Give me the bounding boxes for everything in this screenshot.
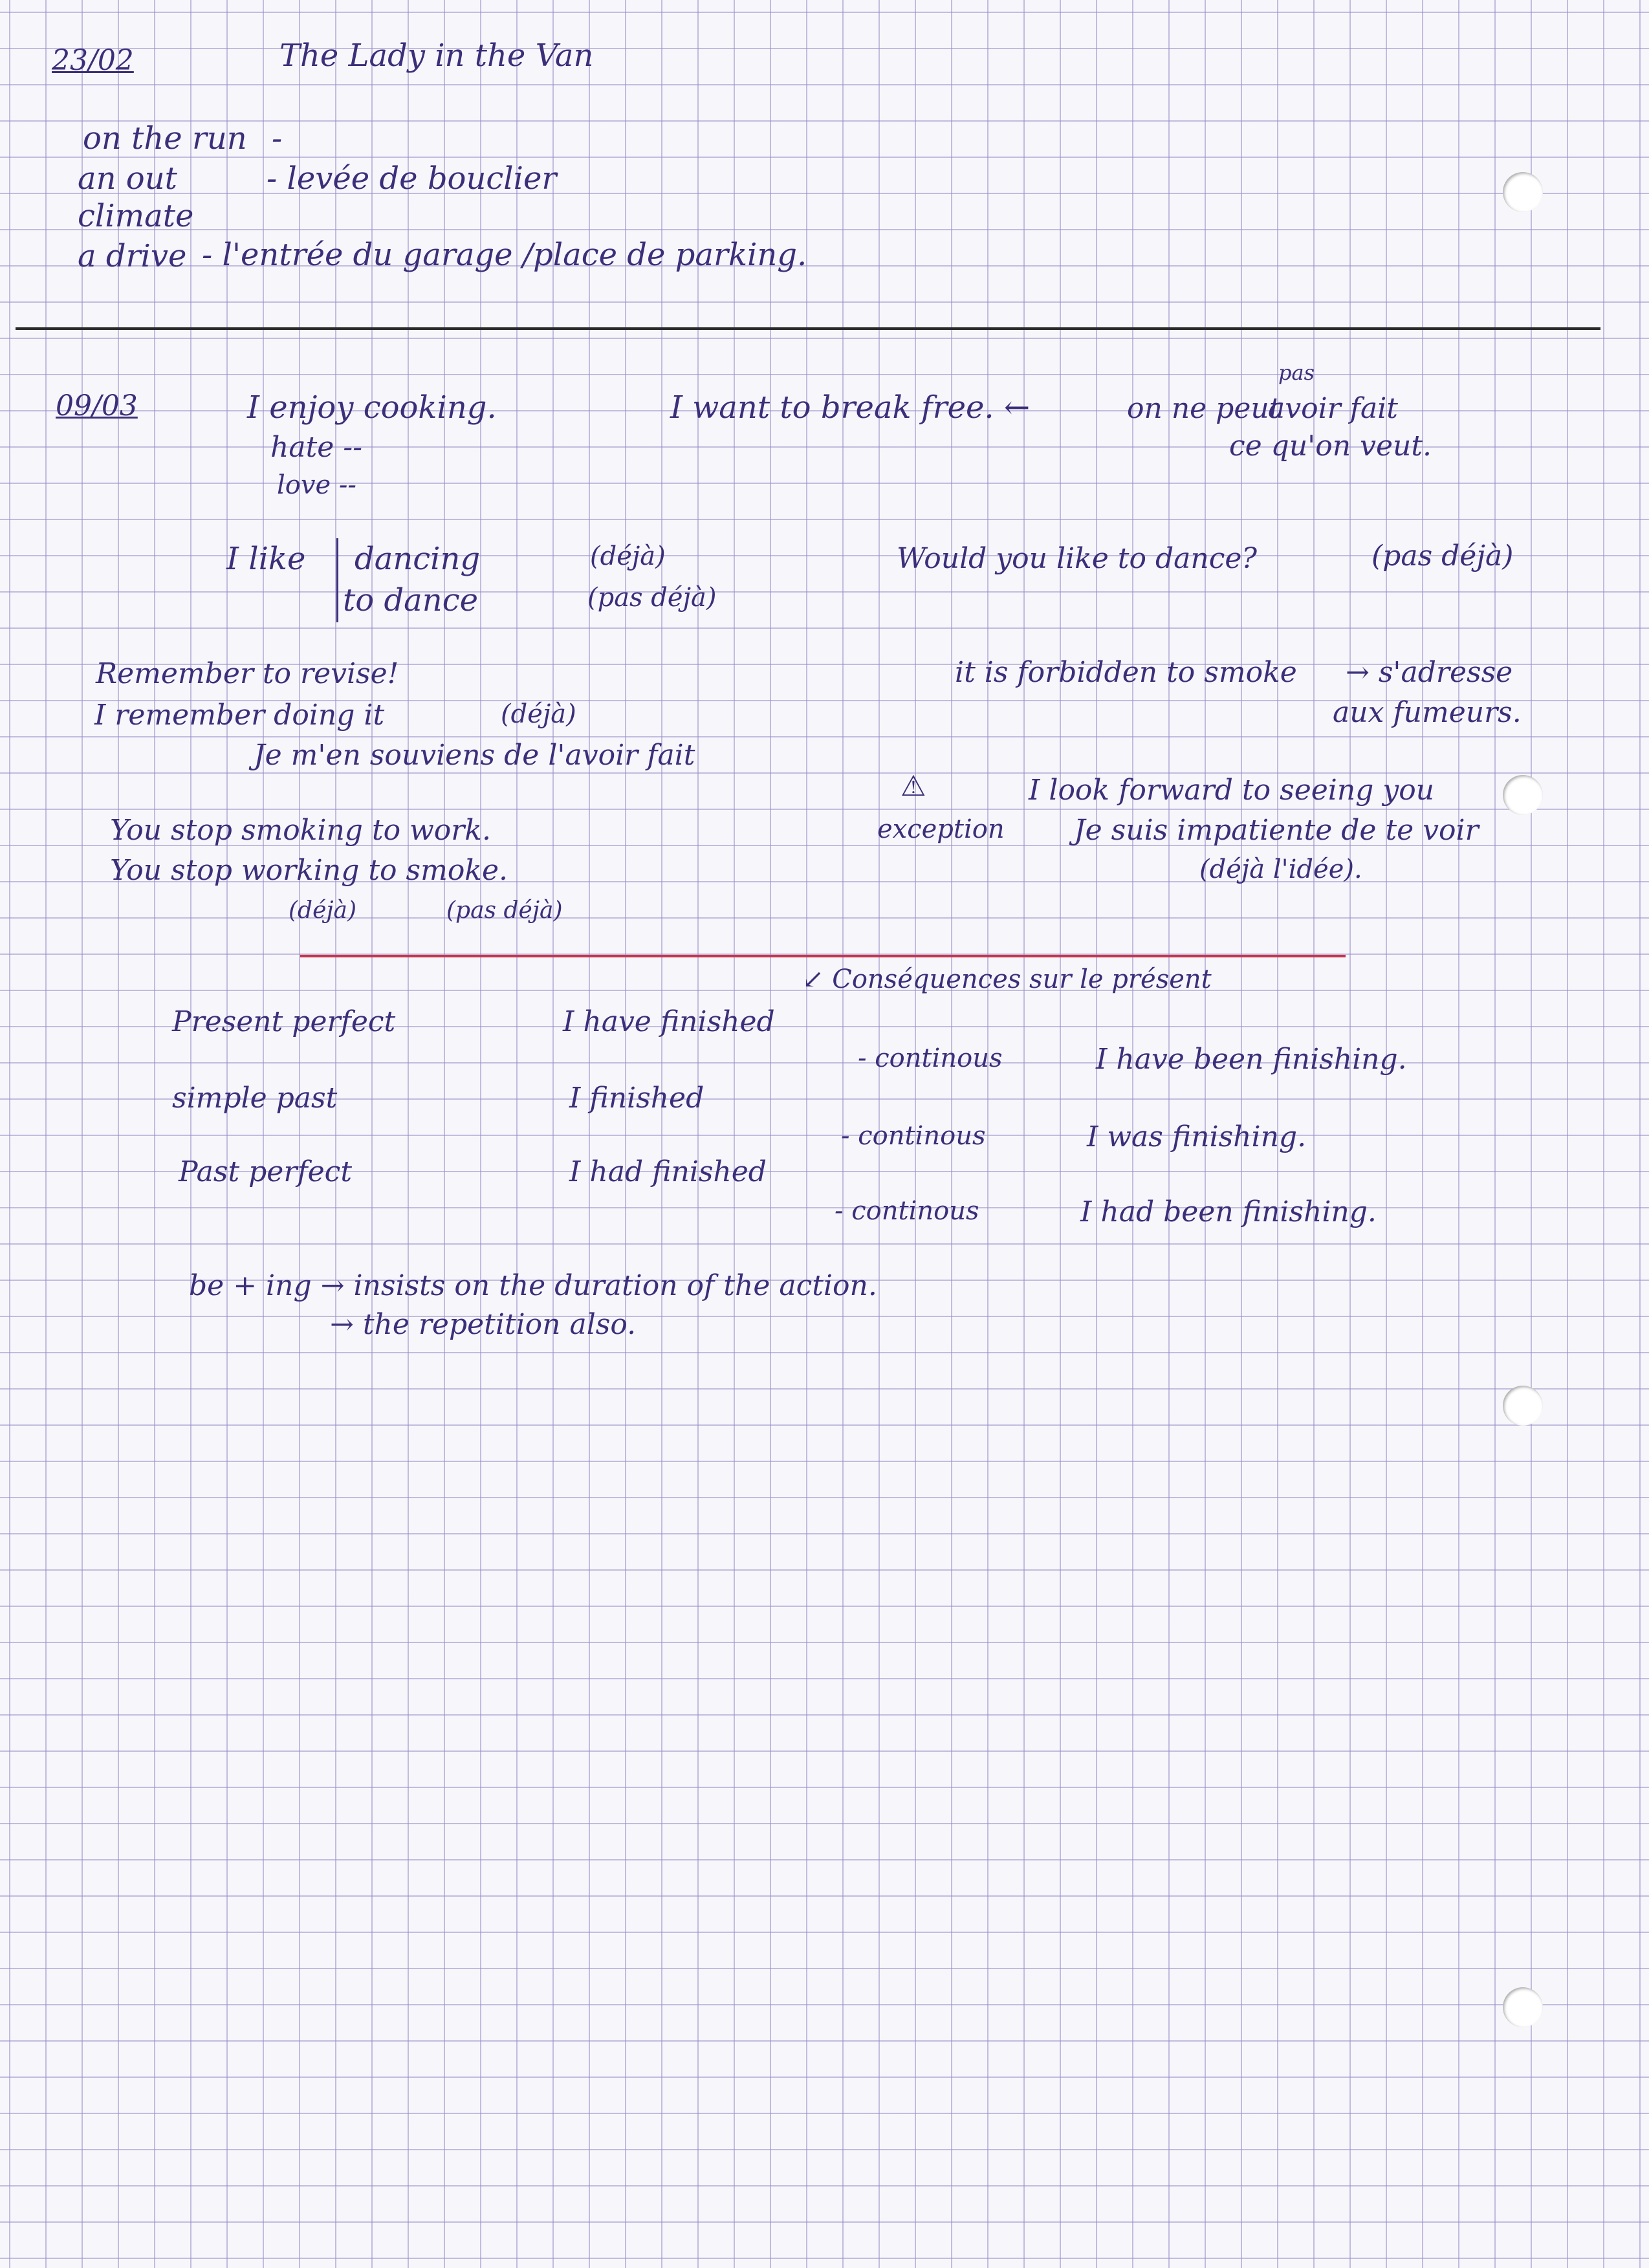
would-tag: (pas déjà) — [1371, 540, 1514, 572]
like-subject: I like — [226, 541, 306, 577]
tense-example: I had finished — [569, 1155, 767, 1188]
like-tag-deja: (déjà) — [590, 541, 666, 571]
consequences-note: ↙ Conséquences sur le présent — [802, 965, 1212, 994]
remember-tag: (déjà) — [501, 699, 576, 729]
tense-continuous-label: - continous — [841, 1121, 986, 1151]
tense-name: simple past — [172, 1082, 338, 1115]
section1-date: 23/02 — [52, 44, 134, 77]
break-free-insert: pas — [1278, 360, 1315, 385]
vocab-term: climate — [78, 198, 194, 234]
vocab-def: - l'entrée du garage /place de parking. — [202, 237, 807, 273]
section-divider-red — [300, 955, 1346, 957]
stop-tag-deja: (déjà) — [289, 897, 357, 924]
forbidden-text: it is forbidden to smoke — [955, 656, 1297, 689]
stop-line2: You stop working to smoke. — [110, 854, 508, 887]
like-bracket — [336, 538, 338, 622]
enjoy-line2: hate -- — [270, 431, 363, 464]
section-divider — [16, 327, 1600, 330]
tense-continuous-label: - continous — [858, 1043, 1003, 1073]
break-free-note2: ce qu'on veut. — [1229, 430, 1432, 463]
tense-continuous-label: - continous — [835, 1196, 979, 1226]
break-free-note-start: on ne peut — [1127, 392, 1281, 425]
exception-line2: Je suis impatiente de te voir — [1074, 814, 1479, 847]
vocab-term: on the run — [83, 120, 247, 157]
like-tag-pas-deja: (pas déjà) — [587, 583, 717, 613]
tense-example: I finished — [569, 1082, 704, 1115]
forbidden-note1: → s'adresse — [1346, 656, 1513, 689]
stop-line1: You stop smoking to work. — [110, 814, 491, 847]
binder-hole-lower-mid — [1503, 1386, 1543, 1426]
vocab-def: - levée de bouclier — [267, 160, 557, 197]
tense-name: Present perfect — [172, 1005, 396, 1038]
exception-line3: (déjà l'idée). — [1199, 855, 1362, 884]
break-free-note-end: avoir fait — [1268, 392, 1398, 425]
binder-hole-bottom — [1503, 1987, 1543, 2027]
exception-label: exception — [877, 814, 1005, 844]
tense-continuous-example: I have been finishing. — [1096, 1043, 1407, 1076]
be-ing-line1: be + ing → insists on the duration of the action. — [189, 1269, 877, 1302]
vocab-def: - — [272, 120, 283, 157]
like-option-dancing: dancing — [355, 541, 481, 577]
section1-title: The Lady in the Van — [279, 38, 594, 74]
enjoy-line3: love -- — [277, 470, 356, 500]
vocab-term: a drive — [78, 238, 187, 274]
remember-line1: Remember to revise! — [96, 657, 399, 690]
tense-continuous-example: I had been finishing. — [1080, 1195, 1377, 1228]
remember-line2: I remember doing it — [94, 699, 385, 732]
tense-continuous-example: I was finishing. — [1087, 1120, 1307, 1153]
exception-line1: I look forward to seeing you — [1029, 774, 1435, 807]
forbidden-note2: aux fumeurs. — [1333, 696, 1522, 729]
break-free-text: I want to break free. ← — [670, 389, 1031, 426]
enjoy-line1: I enjoy cooking. — [247, 389, 497, 426]
section2-date: 09/03 — [56, 389, 138, 422]
binder-hole-top — [1503, 172, 1543, 212]
tense-name: Past perfect — [179, 1155, 352, 1188]
would-text: Would you like to dance? — [897, 542, 1257, 575]
tense-example: I have finished — [563, 1005, 775, 1038]
vocab-term: an out — [78, 160, 177, 197]
like-option-to-dance: to dance — [343, 582, 478, 618]
remember-line3: Je m'en souviens de l'avoir fait — [254, 739, 695, 772]
binder-hole-upper-mid — [1503, 775, 1543, 815]
stop-tag-pas-deja: (pas déjà) — [446, 897, 563, 924]
be-ing-line2: → the repetition also. — [330, 1308, 637, 1341]
warning-icon: ⚠ — [901, 770, 926, 803]
